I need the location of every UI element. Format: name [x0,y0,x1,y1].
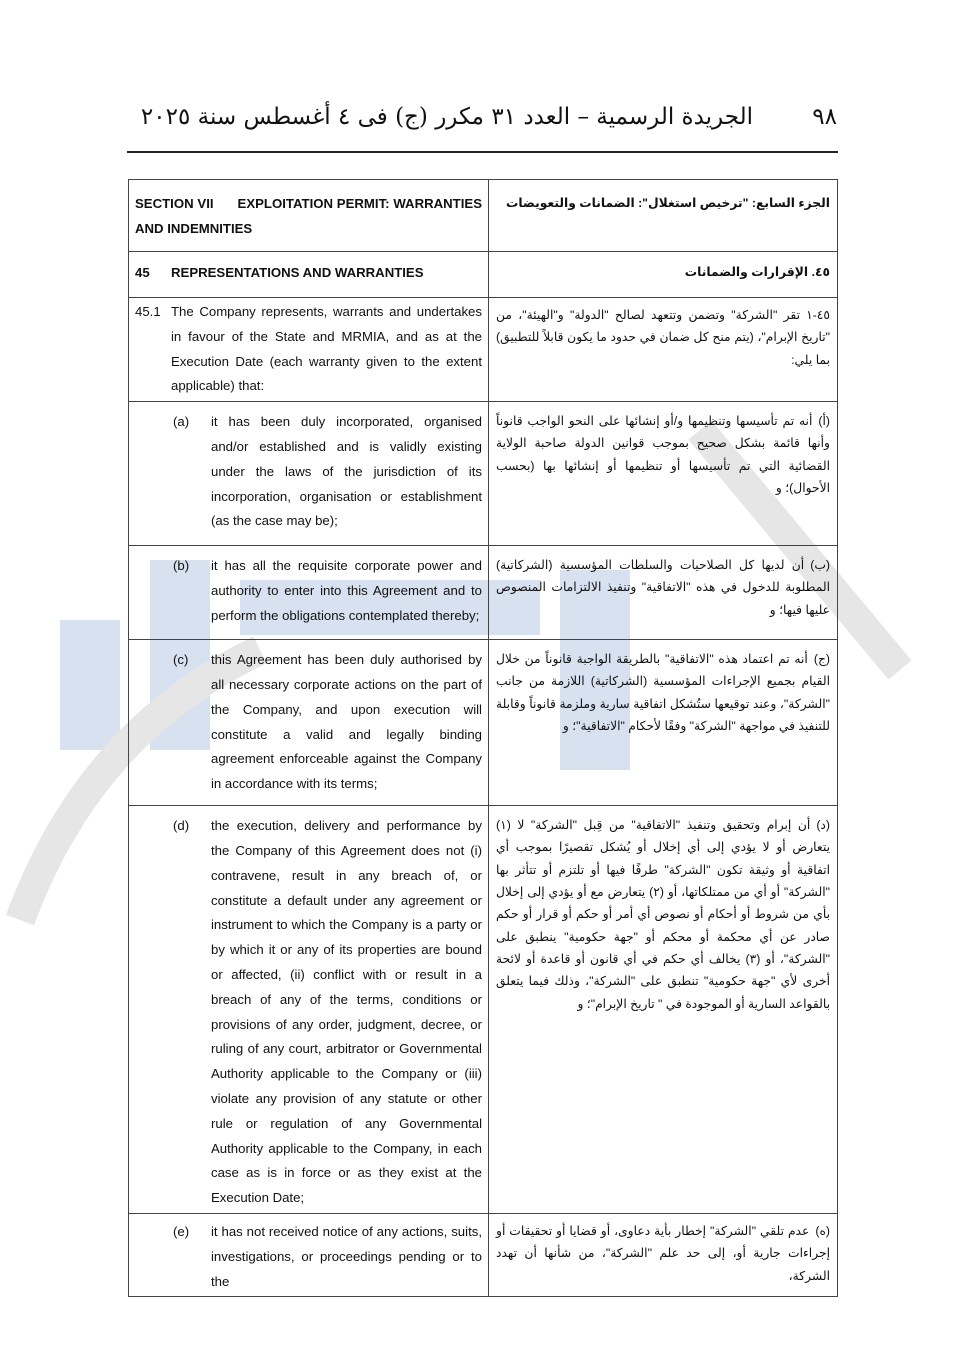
item-label: (a) [173,414,190,430]
item-en-cell [129,546,489,640]
item-ar-label: (د) [816,818,830,833]
item-ar-cell [489,1213,838,1296]
item-ar-cell [489,402,838,546]
page-number: ٩٨ [812,104,837,130]
item-label: (c) [173,652,189,668]
item-label: (d) [173,818,190,834]
item-en-cell [129,1213,489,1296]
clause-ar-text: تقر "الشركة" وتضمن وتتعهد لصالح "الدولة" و"الهيئة"، من "تاريخ الإبرام"، (يتم منح كل ضمان في حدود ما يكون قابلاً للتطبيق) بما يلي: [496,308,830,367]
article-en-cell [129,252,489,298]
item-ar-cell [489,546,838,640]
item-row [129,806,838,1214]
clause-ar-number: ٤٥-١ [806,308,830,322]
gazette-title: الجريدة الرسمية – العدد ٣١ مكرر (ج) فى ٤ أغسطس سنة ٢٠٢٥ [140,104,753,130]
clause-number: 45.1 [135,304,161,319]
item-en-cell [129,402,489,546]
page-header [127,98,837,142]
bilingual-table [128,179,838,1297]
item-text: it has been duly incorporated, organised and/or established and is validly existing under the laws of the jurisdiction of its incorporation, organisation or establishment (as the case may be); [211,414,482,529]
item-ar-text: أن لديها كل الصلاحيات والسلطات المؤسسية (الشركاتية) المطلوبة للدخول في هذه "الاتفاقية" وتنفيذ الالتزامات المنصوص عليها فيها؛ و [496,558,830,617]
clause-text: The Company represents, warrants and undertakes in favour of the State and MRMIA, and as at the Execution Date (each warranty given to the extent applicable) that: [171,304,482,394]
item-ar-cell [489,640,838,806]
item-ar-text: أن إبرام وتحقيق وتنفيذ "الاتفاقية" من قِبل "الشركة" لا (١) يتعارض أو لا يؤدي إلى أي إخلال أو يُشكل تقصيرًا بموجب أي اتفاقية أو وثيقة تكون "الشركة" طرفًا فيها أو تلتزم أو تتأثر بها "الشركة" أو أي من ممتلكاتها، أو (٢) يتعارض مع أو يؤدي إلى إخلال بأي من شروط أو أحكام أو نصوص أي أمر أو حكم أو قرار أو حكم صادر عن أي محكمة أو محكم أو "جهة حكومية" ينطبق على "الشركة"، أو (٣) يخالف أي حكم في أي قانون أو قاعدة أو لائحة أخرى لأي "جهة حكومية" تنطبق على "الشركة"، وذلك فيما يتعلق بالقواعد السارية أو الموجودة في " تاريخ الإبرام"؛ و [496,818,830,1011]
item-en-cell [129,640,489,806]
clause-en-cell [129,298,489,402]
section-row [129,180,838,252]
item-label: (e) [173,1223,190,1239]
item-ar-label: (ب) [810,558,830,573]
article-ar-text: ٤٥. الإقرارات والضمانات [684,265,830,279]
item-ar-text: أنه تم اعتماد هذه "الاتفاقية" بالطريقة الواجبة قانوناً من خلال القيام بجميع الإجراءات المؤسسية (الشركاتية) اللازمة من جانب "الشركة"، وعند توقيعها ستُشكل اتفاقية سارية وملزمة قانوناً وقابلة للتنفيذ في مواجهة "الشركة" وفقًا لأحكام "الاتفاقية"؛ و [496,652,830,734]
item-ar-label: (ه) [815,1223,830,1238]
item-ar-cell [489,806,838,1214]
article-number: 45 [135,265,150,280]
section-label: SECTION VII [135,196,214,211]
article-row [129,252,838,298]
section-ar-text: الجزء السابع: "ترخيص استغلال": الضمانات والتعويضات [506,196,830,210]
section-title: EXPLOITATION PERMIT: WARRANTIES AND INDEMNITIES [135,196,482,236]
header-rule [127,151,838,153]
watermark-block [60,620,120,750]
item-row [129,640,838,806]
item-row [129,402,838,546]
clause-ar-cell [489,298,838,402]
item-text: it has all the requisite corporate power and authority to enter into this Agreement and to perform the obligations contemplated thereby; [211,558,482,623]
item-ar-text: أنه تم تأسيسها وتنظيمها و/أو إنشائها على النحو الواجب قانوناً وأنها قائمة بشكل صحيح بموجب قوانين الدولة صاحبة الولاية القضائية التي تم تأسيسها أو تنظيمها أو إنشائها بها (بحسب الأحوال)؛ و [496,414,830,496]
item-text: the execution, delivery and performance by the Company of this Agreement does not (i) contravene, result in any breach of, or constitute a default under any agreement or instrument to which the Company is a party or by which it or any of its properties are bound or affected, (ii) conflict with or result in a breach of any of the terms, conditions or provisions of any order, judgment, decree, or ruling of any court, arbitrator or Governmental Authority applicable to the Company or (iii) violate any provision of any statute or other rule or regulation of any Governmental Authority applicable to the Company, in each case as is in force or as they exist at the Execution Date; [211,818,482,1206]
item-ar-label: (أ) [818,414,830,429]
item-label: (b) [173,558,190,574]
item-text: it has not received notice of any actions, suits, investigations, or proceedings pending or to the [211,1223,482,1289]
item-ar-text: عدم تلقي "الشركة" إخطار بأية دعاوى، أو قضايا أو تحقيقات أو إجراءات جارية أو، إلى حد علم "الشركة"، من شأنها أن تهدد الشركة، [496,1223,830,1283]
article-title: REPRESENTATIONS AND WARRANTIES [171,265,424,280]
section-en-cell [129,180,489,252]
section-ar-cell [489,180,838,252]
clause-row [129,298,838,402]
item-row [129,546,838,640]
item-text: this Agreement has been duly authorised by all necessary corporate actions on the part of the Company, and upon execution will constitute a valid and legally binding agreement enforceable against the Company in accordance with its terms; [211,652,482,792]
item-ar-label: (ج) [813,652,830,667]
article-ar-cell [489,252,838,298]
item-row [129,1213,838,1296]
item-en-cell [129,806,489,1214]
